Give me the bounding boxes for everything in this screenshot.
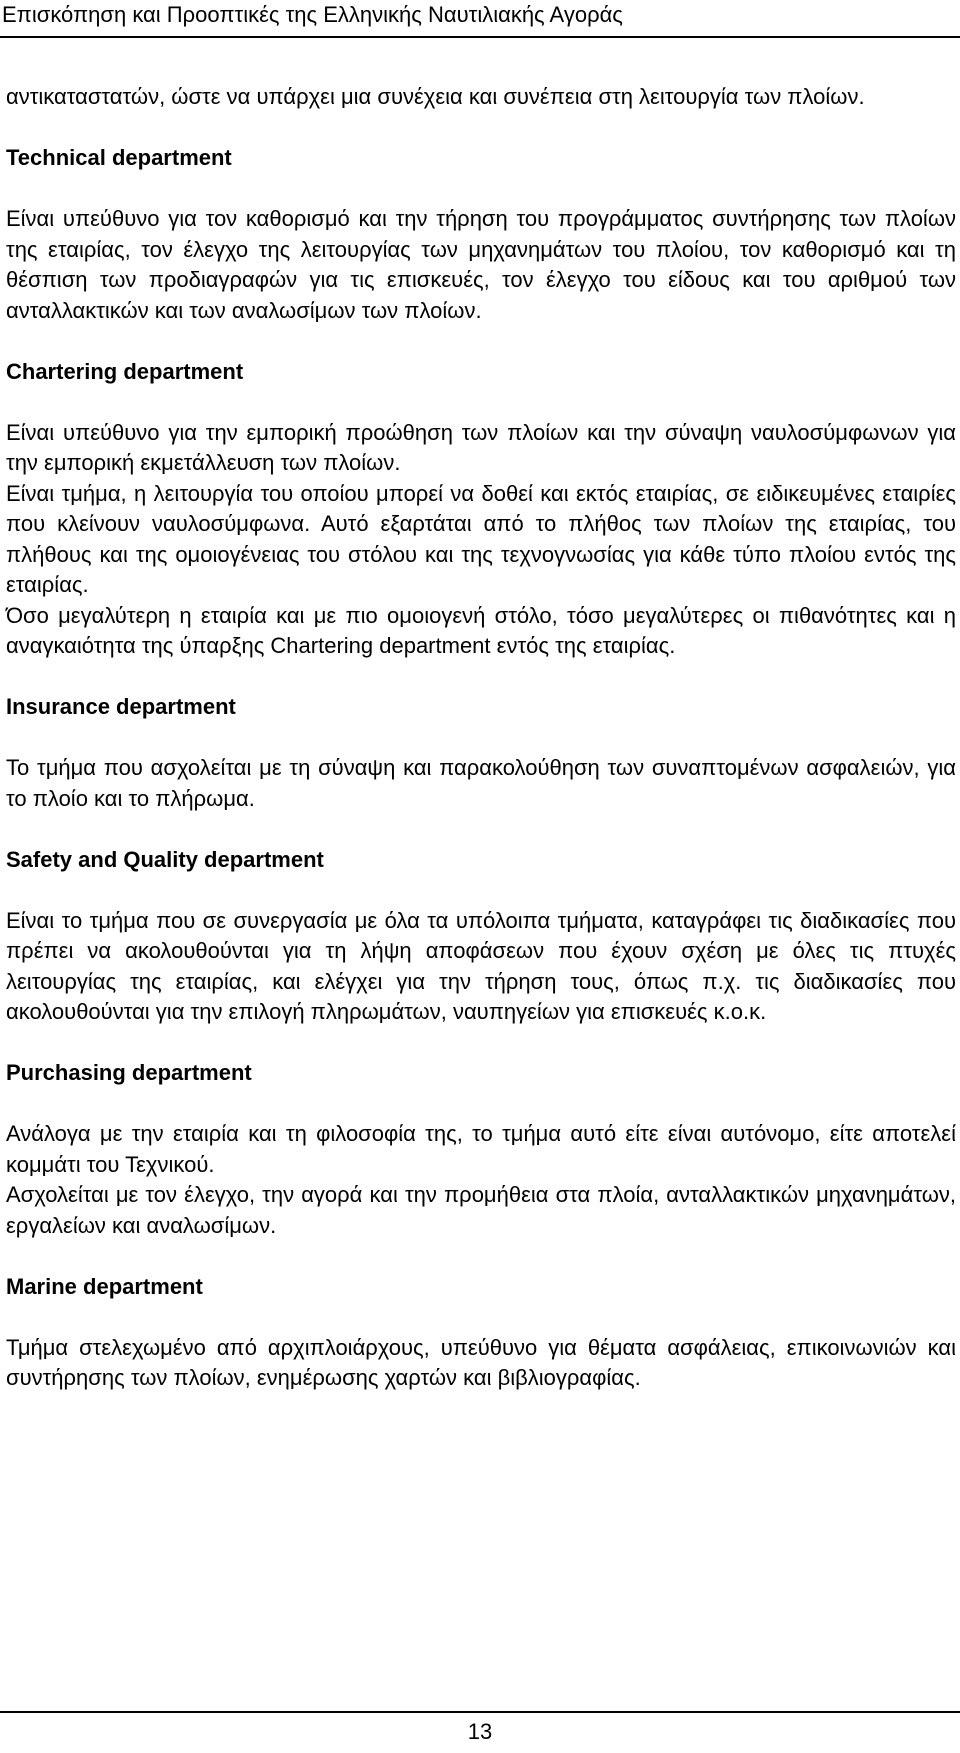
technical-paragraph: Είναι υπεύθυνο για τον καθορισμό και την τήρηση του προγράμματος συντήρησης των πλοίων της εταιρίας, τον έλεγχο της λειτουργίας των μηχανημάτων του πλοίου, τον καθορισμό και τη θέσπιση των προδιαγραφών για τις επισκευές, τον έλεγχο του είδους και του αριθμού των ανταλλακτικών και των αναλωσίμων των πλοίων.	[6, 206, 956, 323]
insurance-paragraph: Το τμήμα που ασχολείται με τη σύναψη και παρακολούθηση των συναπτομένων ασφαλειών, για το πλοίο και το πλήρωμα.	[6, 755, 956, 811]
intro-paragraph: αντικαταστατών, ώστε να υπάρχει μια συνέχεια και συνέπεια στη λειτουργία των πλοίων.	[6, 84, 865, 109]
purchasing-paragraph-1: Ανάλογα με την εταιρία και τη φιλοσοφία της, το τμήμα αυτό είτε είναι αυτόνομο, είτε αποτελεί κομμάτι του Τεχνικού.	[6, 1121, 956, 1177]
page-header	[0, 0, 960, 44]
safety-paragraph: Είναι το τμήμα που σε συνεργασία με όλα τα υπόλοιπα τμήματα, καταγράφει τις διαδικασίες που πρέπει να ακολουθούνται για τη λήψη αποφάσεων που έχουν σχέση με όλες τις πτυχές λειτουργίας της εταιρίας, και ελέγχει για την τήρηση τους, όπως π.χ. τις διαδικασίες που ακολουθούνται για την επιλογή πληρωμάτων, ναυπηγείων για επισκευές κ.ο.κ.	[6, 907, 956, 1024]
header-title: Επισκόπηση και Προοπτικές της Ελληνικής Ναυτιλιακής Αγοράς	[2, 2, 623, 27]
chartering-paragraph-2: Είναι τμήμα, η λειτουργία του οποίου μπορεί να δοθεί και εκτός εταιρίας, σε ειδικευμένες εταιρίες που κλείνουν ναυλοσύμφωνα. Αυτό εξαρτάται από το πλήθος των πλοίων της εταιρίας, του πλήθους και της ομοιογένειας του στόλου και της τεχνογνωσίας για κάθε τύπο πλοίου εντός της εταιρίας.	[6, 480, 956, 597]
page-number: 13	[467, 1719, 493, 1744]
purchasing-paragraph-2: Ασχολείται με τον έλεγχο, την αγορά και την προμήθεια στα πλοία, ανταλλακτικών μηχανημάτων, εργαλείων και αναλωσίμων.	[6, 1182, 956, 1238]
chartering-heading: Chartering department	[6, 358, 244, 384]
header-divider	[0, 36, 960, 38]
safety-heading: Safety and Quality department	[6, 846, 324, 872]
marine-paragraph: Τμήμα στελεχωμένο από αρχιπλοιάρχους, υπεύθυνο για θέματα ασφάλειας, επικοινωνιών και συντήρησης των πλοίων, ενημέρωσης χαρτών και βιβλιογραφίας.	[6, 1334, 956, 1390]
technical-heading: Technical department	[6, 145, 232, 170]
document-body	[6, 82, 956, 1394]
chartering-paragraph-1: Είναι υπεύθυνο για την εμπορική προώθηση των πλοίων και την σύναψη ναυλοσύμφωνων για την εμπορική εκμετάλλευση των πλοίων.	[6, 419, 956, 475]
marine-heading: Marine department	[6, 1273, 203, 1299]
footer-divider	[0, 1711, 960, 1713]
insurance-heading: Insurance department	[6, 694, 236, 719]
purchasing-heading: Purchasing department	[6, 1060, 252, 1085]
chartering-paragraph-3: Όσο μεγαλύτερη η εταιρία και με πιο ομοιογενή στόλο, τόσο μεγαλύτερες οι πιθανότητες και η αναγκαιότητα της ύπαρξης Chartering department εντός της εταιρίας.	[6, 602, 956, 658]
